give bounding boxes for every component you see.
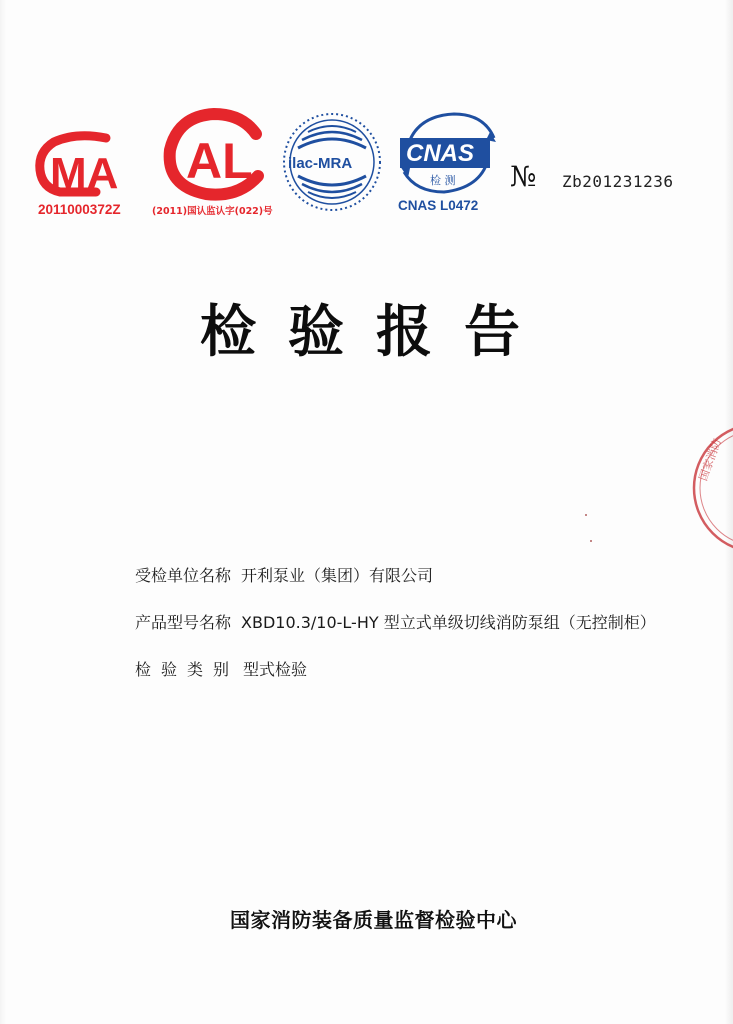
cnas-logo-text: CNAS [406, 140, 475, 167]
cma-logo-text: MA [50, 149, 119, 198]
field-inspection-type [135, 657, 307, 680]
ink-speck [590, 540, 592, 542]
number-symbol: № [510, 160, 537, 193]
cnas-logo-subtext: 检 测 [430, 174, 456, 187]
ink-speck [585, 514, 587, 516]
scan-shadow-left [0, 0, 6, 1024]
cal-logo-text: AL [186, 133, 253, 189]
issuing-organization: 国家消防装备质量监督检验中心 [230, 908, 517, 932]
field-value: 型式检验 [243, 660, 308, 679]
field-inspected-unit [135, 563, 433, 586]
stamp-text: 国家消防 [696, 436, 724, 483]
cnas-caption [398, 196, 498, 214]
cma-caption [36, 200, 156, 218]
partial-stamp [688, 418, 733, 562]
field-label: 产品型号名称 [135, 613, 232, 632]
report-title: 检验报告 [200, 300, 552, 365]
field-label: 检验类别 [135, 660, 240, 679]
field-value: 开利泵业（集团）有限公司 [241, 566, 434, 585]
field-label: 受检单位名称 [135, 566, 232, 585]
ilac-mra-logo [280, 110, 384, 214]
field-product-model [135, 610, 656, 633]
cnas-caption-text: CNAS L0472 [398, 198, 479, 213]
certificate-number: Zb201231236 [562, 172, 674, 191]
cnas-logo [394, 108, 498, 198]
cma-caption-text: 2011000372Z [38, 202, 121, 217]
cal-logo [160, 108, 270, 203]
ilac-mra-logo-text: ilac-MRA [288, 155, 353, 172]
cal-caption [150, 202, 290, 218]
field-value: XBD10.3/10-L-HY 型立式单级切线消防泵组（无控制柜） [241, 613, 656, 632]
cal-caption-text: (2011)国认监认字(022)号 [152, 206, 273, 217]
